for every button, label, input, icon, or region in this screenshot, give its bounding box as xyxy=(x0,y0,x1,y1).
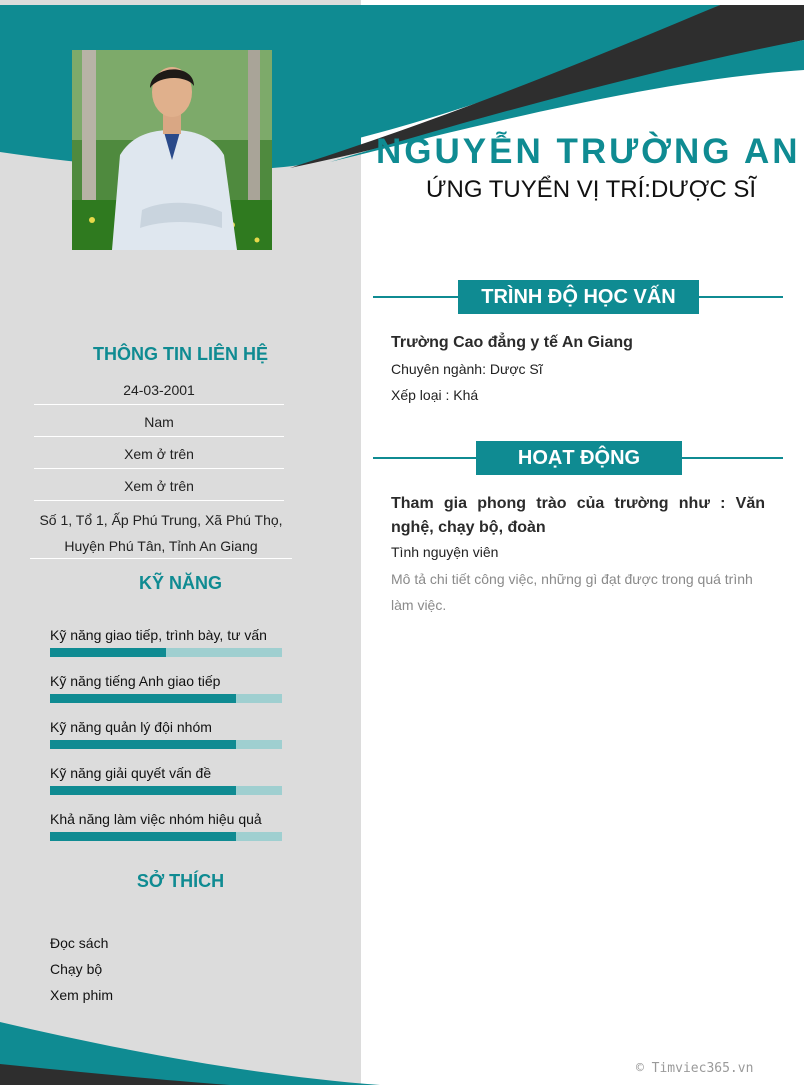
education-title: TRÌNH ĐỘ HỌC VẤN xyxy=(458,280,699,314)
skill-label: Kỹ năng quản lý đội nhóm xyxy=(50,719,212,735)
activity-role: Tình nguyện viên xyxy=(391,544,499,560)
skill-bar-fill xyxy=(50,832,236,841)
contact-birthday: 24-03-2001 xyxy=(34,382,284,405)
skills-title: KỸ NĂNG xyxy=(138,573,222,593)
skill-label: Kỹ năng giải quyết vấn đề xyxy=(50,765,212,781)
education-grade: Xếp loại : Khá xyxy=(391,387,479,403)
skill-bar-fill xyxy=(50,648,166,657)
skill-bar xyxy=(50,832,282,841)
contact-gender: Nam xyxy=(34,414,284,437)
hobby-item: Xem phim xyxy=(50,987,114,1003)
activity-description: Mô tả chi tiết công việc, những gì đạt được trong quá trình làm việc. xyxy=(391,571,753,613)
hobby-item: Chạy bộ xyxy=(50,961,103,977)
activity-title: Tham gia phong trào của trường như : Văn nghệ, chạy bộ, đoàn xyxy=(391,495,765,536)
skill-bar xyxy=(50,740,282,749)
skill-bar-fill xyxy=(50,694,236,703)
contact-email: Xem ở trên xyxy=(34,478,284,501)
activities-title: HOẠT ĐỘNG xyxy=(476,441,682,475)
hobby-item: Đọc sách xyxy=(50,935,109,951)
skill-label: Kỹ năng tiếng Anh giao tiếp xyxy=(50,673,221,689)
contact-phone: Xem ở trên xyxy=(34,446,284,469)
skill-label: Kỹ năng giao tiếp, trình bày, tư vấn xyxy=(50,627,267,643)
education-school: Trường Cao đẳng y tế An Giang xyxy=(391,334,633,351)
skill-bar xyxy=(50,786,282,795)
skill-bar-fill xyxy=(50,740,236,749)
education-major: Chuyên ngành: Dược Sĩ xyxy=(391,361,543,377)
skill-bar xyxy=(50,648,282,657)
skill-label: Khả năng làm việc nhóm hiệu quả xyxy=(50,811,262,827)
watermark: © Timviec365.vn xyxy=(636,1061,754,1076)
skill-bar-fill xyxy=(50,786,236,795)
contact-title: THÔNG TIN LIÊN HỆ xyxy=(93,344,268,364)
profile-photo xyxy=(72,50,272,250)
contact-address: Số 1, Tổ 1, Ấp Phú Trung, Xã Phú Thọ, Huyện Phú Tân, Tỉnh An Giang xyxy=(30,507,292,559)
applied-position: ỨNG TUYỂN VỊ TRÍ:DƯỢC SĨ xyxy=(426,176,757,203)
hobbies-title: SỞ THÍCH xyxy=(136,871,225,891)
skill-bar xyxy=(50,694,282,703)
candidate-name: NGUYỄN TRƯỜNG AN xyxy=(376,132,801,171)
